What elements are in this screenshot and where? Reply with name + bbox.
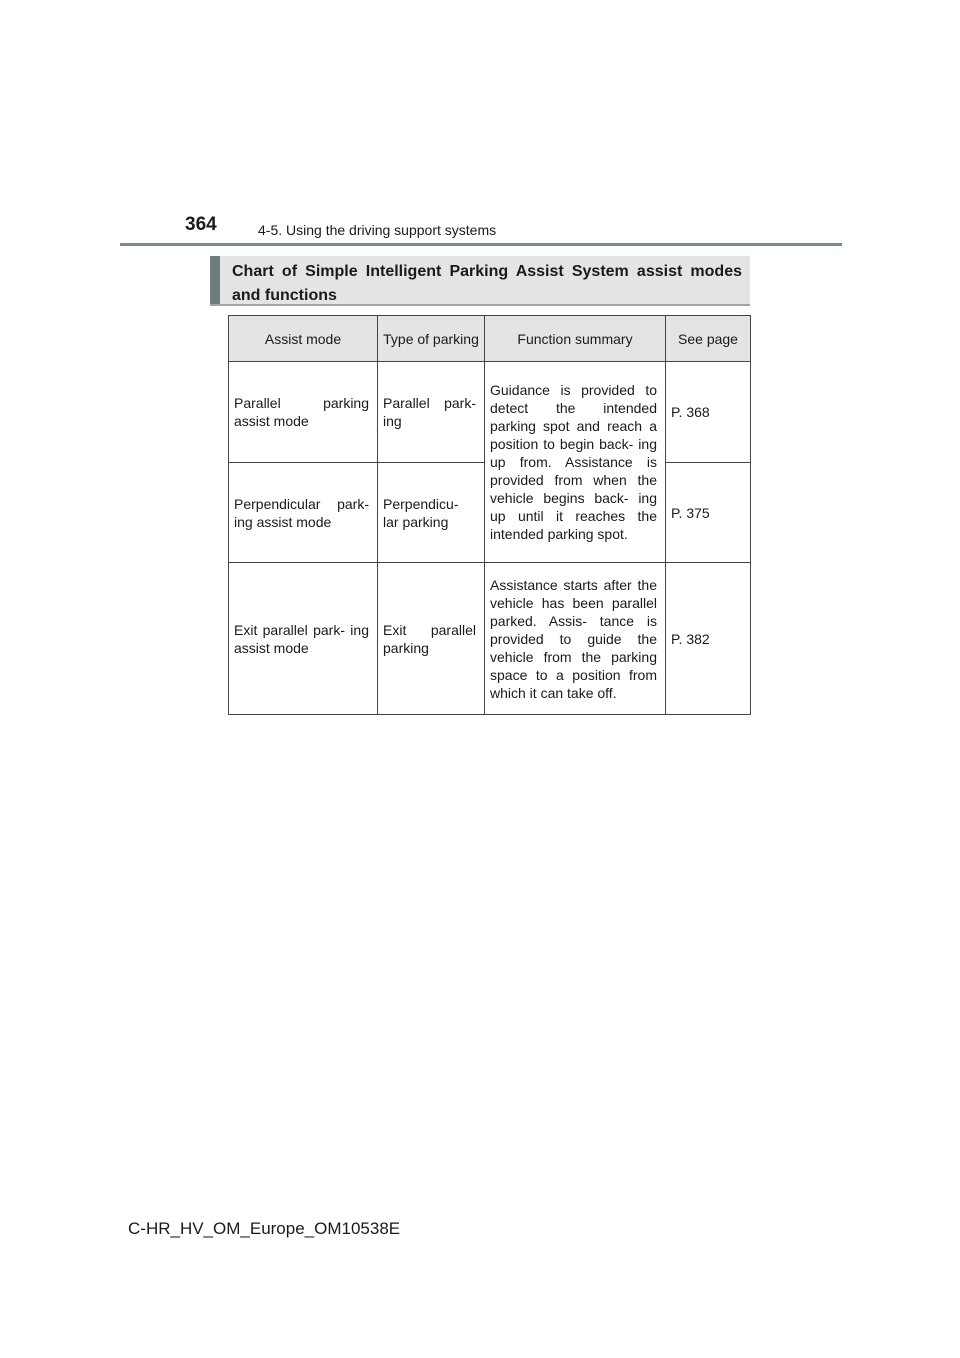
header-divider xyxy=(120,243,842,246)
chart-heading xyxy=(210,256,750,305)
parking-type-cell: Exit parallel parking xyxy=(378,563,485,715)
assist-mode-cell: Exit parallel park- ing assist mode xyxy=(229,563,378,715)
column-header-type-of-parking: Type of parking xyxy=(378,316,485,362)
assist-modes-table xyxy=(228,315,751,715)
column-header-assist-mode: Assist mode xyxy=(229,316,378,362)
heading-divider xyxy=(210,304,750,306)
parking-type-cell: Parallel park- ing xyxy=(378,362,485,463)
chart-heading-text: Chart of Simple Intelligent Parking Assist System assist modes and functions xyxy=(232,263,742,304)
see-page-cell: P. 382 xyxy=(666,563,751,715)
assist-mode-cell: Perpendicular park- ing assist mode xyxy=(229,463,378,563)
see-page-cell: P. 375 xyxy=(666,463,751,563)
table-row xyxy=(229,362,751,463)
document-code: C-HR_HV_OM_Europe_OM10538E xyxy=(128,1219,401,1238)
function-summary-cell: Assistance starts after the vehicle has been parallel parked. Assis- tance is provided to guide the vehicle from the parking space to a position from which it can take off. xyxy=(485,563,666,715)
table-row xyxy=(229,563,751,715)
see-page-cell: P. 368 xyxy=(666,362,751,463)
function-summary-cell: Guidance is provided to detect the intended parking spot and reach a position to begin back- ing up from. Assistance is provided from when the vehicle begins back- ing up until it reaches the intended parking spot. xyxy=(485,362,666,563)
section-title: 4-5. Using the driving support systems xyxy=(258,222,497,238)
assist-mode-cell: Parallel parking assist mode xyxy=(229,362,378,463)
parking-type-cell: Perpendicu- lar parking xyxy=(378,463,485,563)
column-header-see-page: See page xyxy=(666,316,751,362)
table-header-row xyxy=(229,316,751,362)
page-number: 364 xyxy=(185,214,217,235)
column-header-function-summary: Function summary xyxy=(485,316,666,362)
